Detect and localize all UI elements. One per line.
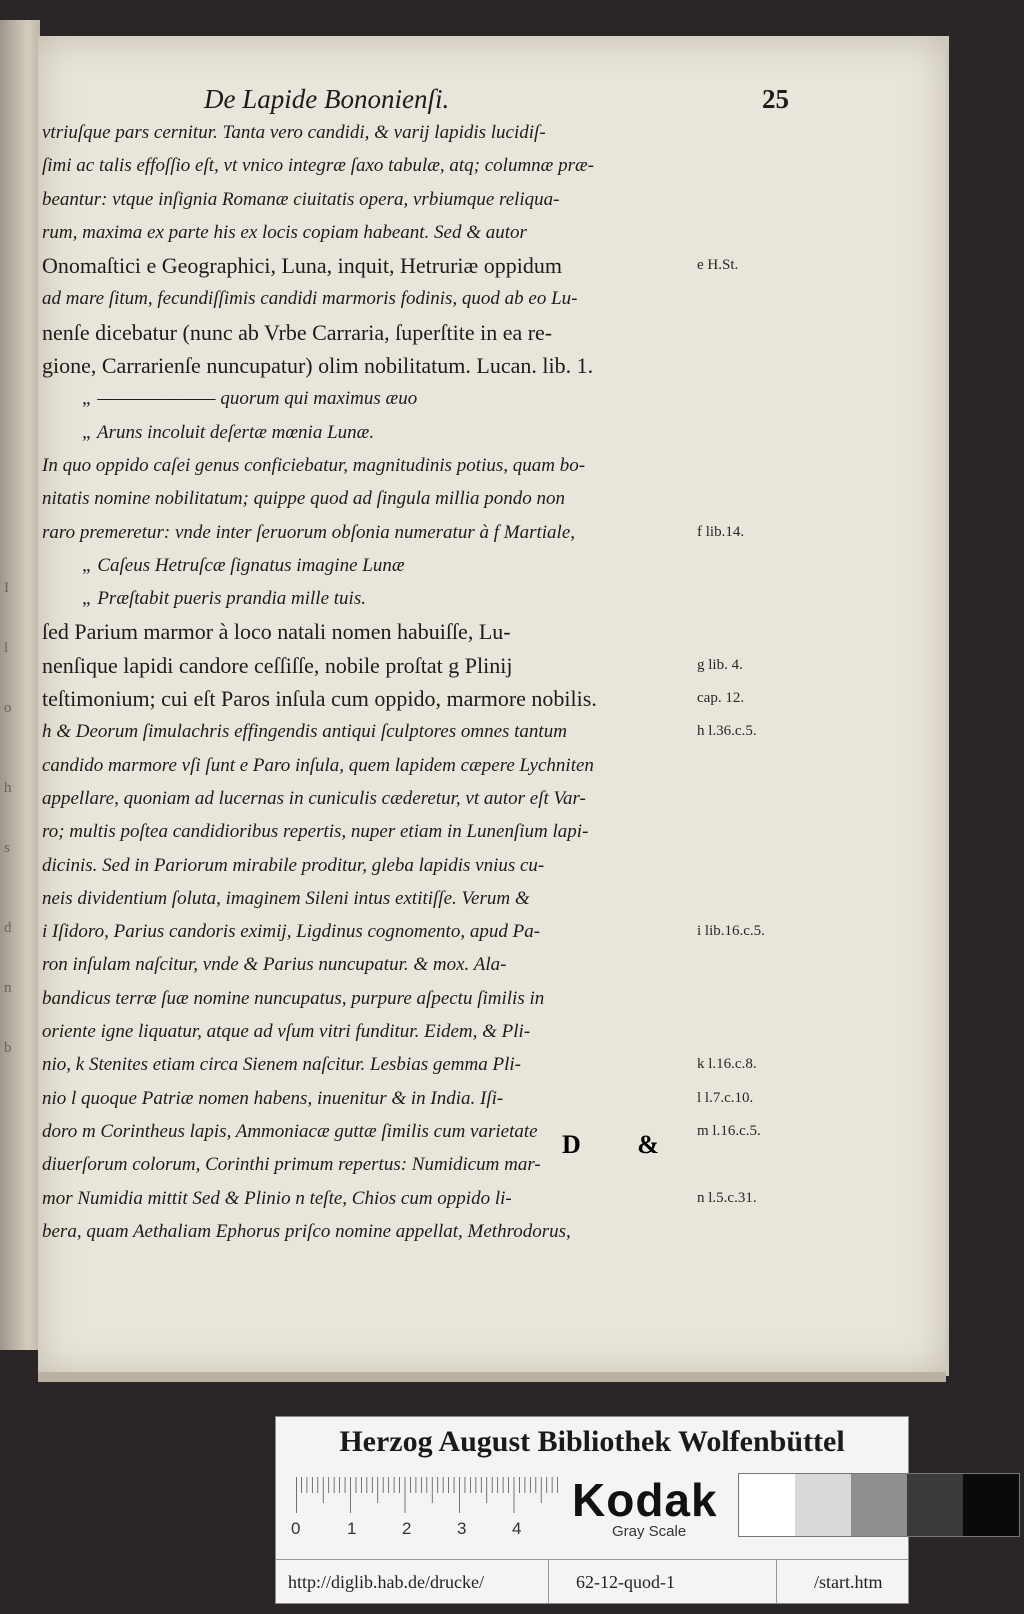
text-line: bera, quam Aethaliam Ephorus priſco nomine appellat, Methrodorus, [42,1220,571,1242]
text-line: „ ——————— quorum qui maximus æuo [82,388,418,410]
text-line: dicinis. Sed in Pariorum mirabile proditur, gleba lapidis vnius cu- [42,854,545,876]
text-line: beantur: vtque inſignia Romanæ ciuitatis opera, vrbiumque reliqua- [42,188,560,210]
text-line: mor Numidia mittit Sed & Plinio n teſte, Chios cum oppido li- [42,1187,512,1209]
catchwords [562,1130,709,1160]
text-line: appellare, quoniam ad lucernas in cuniculis cæderetur, vt autor eſt Var- [42,787,586,809]
margin-note: f lib.14. [697,523,745,540]
margin-note: e H.St. [697,257,739,274]
text-line: ad mare ſitum, fecundiſſimis candidi marmoris fodinis, quod ab eo Lu- [42,288,578,310]
page-text [42,82,789,1248]
kodak-logo: Kodak [572,1474,718,1526]
margin-note: k l.16.c.8. [697,1056,757,1073]
url-middle[interactable]: 62-12-quod-1 [576,1572,675,1592]
text-line: nitatis nomine nobilitatum; quippe quod ad ſingula millia pondo non [42,488,566,510]
text-line: teſtimonium; cui eſt Paros inſula cum oppido, marmore nobilis. [42,686,597,712]
ruler-number: 0 [291,1519,301,1538]
margin-note: h l.36.c.5. [697,723,757,740]
text-line: nio l quoque Patriæ nomen habens, inuenitur & in India. Iſi- [42,1087,504,1109]
text-line: nio, k Stenites etiam circa Sienem naſcitur. Lesbias gemma Pli- [42,1054,521,1076]
text-line: doro m Corintheus lapis, Ammoniacæ guttæ ſimilis cum varietate [42,1120,538,1142]
ruler-scale [296,1477,558,1517]
text-line: In quo oppido caſei genus conficiebatur, magnitudinis potius, quam bo- [42,454,586,476]
text-line: candido marmore vſi ſunt e Paro inſula, quem lapidem cæpere Lychniten [42,754,594,776]
facing-page-edge: I l o h s d n b [0,20,40,1350]
text-line: neis dividentium ſoluta, imaginem Sileni intus extitiſſe. Verum & [42,887,530,909]
text-line: h & Deorum ſimulachris effingendis antiqui ſculptores omnes tantum [42,721,567,743]
margin-note: g lib. 4. [697,656,743,673]
text-line: gione, Carrarienſe nuncupatur) olim nobilitatum. Lucan. lib. 1. [42,353,594,379]
gray-scale-swatches [738,1473,1020,1537]
library-name: Herzog August Bibliothek Wolfenbüttel [339,1425,845,1458]
gray-swatch [795,1474,851,1536]
text-lines [42,116,762,1248]
ruler-number: 2 [402,1519,412,1538]
text-line: Onomaſtici e Geographici, Luna, inquit, Hetruriæ oppidum [42,253,562,279]
text-line: rum, maxima ex parte his ex locis copiam habeant. Sed & autor [42,221,527,243]
gray-swatch [851,1474,907,1536]
text-line: bandicus terræ ſuæ nomine nuncupatus, purpure aſpectu ſimilis in [42,987,545,1009]
header-title: De Lapide Bononienſi. [204,84,450,114]
text-line: ron inſulam naſcitur, vnde & Parius nuncupatur. & mox. Ala- [42,954,507,976]
page-number: 25 [762,84,789,114]
margin-note: i lib.16.c.5. [697,923,765,940]
signature-mark: D [562,1130,581,1159]
url-right[interactable]: /start.htm [814,1572,883,1592]
margin-note: l l.7.c.10. [697,1089,754,1106]
catchword: & [637,1130,659,1159]
text-line: „ Aruns incoluit deſertæ mœnia Lunæ. [82,421,375,443]
ruler-number: 4 [512,1519,522,1538]
margin-note: m l.16.c.5. [697,1123,761,1139]
text-line: nenſique lapidi candore ceſſiſſe, nobile proſtat g Plinij [42,652,513,678]
running-header [204,82,789,116]
archive-label [275,1416,909,1604]
text-line: oriente igne liquatur, atque ad vſum vitri funditur. Eidem, & Pli- [42,1021,531,1043]
margin-note: cap. 12. [697,690,745,707]
text-line: „ Caſeus Hetruſcæ ſignatus imagine Lunæ [82,554,405,576]
gray-swatch [907,1474,963,1536]
text-line: raro premeretur: vnde inter ſeruorum obſonia numeratur à f Martiale, [42,521,576,543]
page-bottom-edge [38,1372,946,1382]
url-footer [276,1559,908,1604]
text-line: i Iſidoro, Parius candoris eximij, Ligdinus cognomento, apud Pa- [42,921,541,943]
text-line: diuerſorum colorum, Corinthi primum repertus: Numidicum mar- [42,1154,541,1176]
text-line: ſed Parium marmor à loco natali nomen habuiſſe, Lu- [42,619,511,645]
gray-swatch [963,1474,1019,1536]
gray-swatch [739,1474,795,1536]
url-left[interactable]: http://diglib.hab.de/drucke/ [288,1572,484,1592]
text-line: vtriuſque pars cernitur. Tanta vero candidi, & varij lapidis lucidiſ- [42,122,546,143]
text-line: ſimi ac talis effoſſio eſt, vt vnico integræ ſaxo tabulæ, atq; columnæ præ- [42,155,595,177]
ruler-number: 1 [347,1519,357,1538]
text-line: nenſe dicebatur (nunc ab Vrbe Carraria, ſuperſtite in ea re- [42,319,553,345]
text-line: ro; multis poſtea candidioribus repertis, nuper etiam in Lunenſium lapi- [42,821,589,843]
ruler-number: 3 [457,1519,467,1538]
text-line: „ Præſtabit pueris prandia mille tuis. [82,588,366,610]
gray-scale-caption: Gray Scale [612,1523,687,1540]
margin-note: n l.5.c.31. [697,1189,757,1206]
